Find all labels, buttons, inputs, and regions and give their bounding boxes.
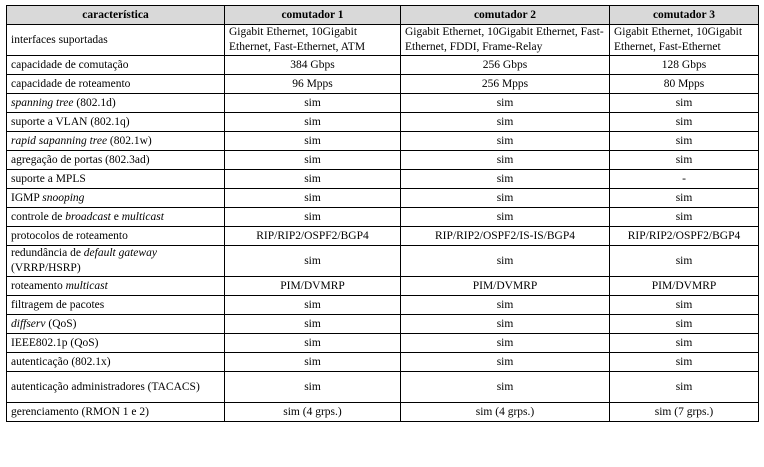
feature-text: default gateway — [83, 247, 157, 259]
feature-text: redundância de — [11, 247, 84, 259]
feature-cell — [7, 334, 225, 353]
table-row — [7, 372, 759, 403]
feature-cell — [7, 56, 225, 75]
switch-2-value: sim — [401, 189, 610, 208]
switch-3-value: sim — [610, 246, 759, 277]
table-row — [7, 132, 759, 151]
feature-text: filtragem de pacotes — [11, 298, 105, 311]
switch-2-value: PIM/DVMRP — [401, 277, 610, 296]
comparison-table-container — [6, 5, 759, 422]
feature-text: IEEE802.1p (QoS) — [11, 336, 99, 349]
switch-3-value: sim — [610, 315, 759, 334]
switch-1-value: Gigabit Ethernet, 10Gigabit Ethernet, Fast-Ethernet, ATM — [225, 25, 401, 56]
switch-2-value: sim — [401, 208, 610, 227]
switch-1-value: RIP/RIP2/OSPF2/BGP4 — [225, 227, 401, 246]
switch-1-value: 384 Gbps — [225, 56, 401, 75]
feature-cell — [7, 246, 225, 277]
switch-2-value: sim — [401, 315, 610, 334]
feature-text: spanning tree — [11, 96, 74, 109]
switch-3-value: Gigabit Ethernet, 10Gigabit Ethernet, Fast-Ethernet — [610, 25, 759, 56]
feature-text: (QoS) — [45, 317, 77, 330]
table-row — [7, 403, 759, 422]
feature-text: (802.1d) — [73, 96, 116, 109]
feature-text: multicast — [65, 279, 108, 292]
feature-text: controle de — [11, 210, 66, 223]
feature-text: rapid sapanning tree — [11, 134, 108, 147]
switch-3-value: sim — [610, 151, 759, 170]
feature-cell — [7, 189, 225, 208]
switch-1-value: sim — [225, 94, 401, 113]
table-row — [7, 334, 759, 353]
feature-cell — [7, 132, 225, 151]
switch-3-value: sim — [610, 132, 759, 151]
switch-2-value: sim — [401, 246, 610, 277]
switch-2-value: sim — [401, 353, 610, 372]
feature-cell — [7, 94, 225, 113]
table-row — [7, 296, 759, 315]
table-row — [7, 315, 759, 334]
switch-3-value: 80 Mpps — [610, 75, 759, 94]
table-body — [7, 25, 759, 422]
switch-2-value: RIP/RIP2/OSPF2/IS-IS/BGP4 — [401, 227, 610, 246]
switch-2-value: sim — [401, 132, 610, 151]
feature-text: protocolos de roteamento — [11, 229, 128, 242]
switch-2-value: sim — [401, 94, 610, 113]
table-row — [7, 25, 759, 56]
feature-text: IGMP — [11, 191, 43, 204]
table-row — [7, 170, 759, 189]
switch-1-value: PIM/DVMRP — [225, 277, 401, 296]
feature-text: diffserv — [11, 317, 46, 330]
feature-cell — [7, 403, 225, 422]
feature-text: interfaces suportadas — [11, 33, 108, 46]
feature-cell — [7, 208, 225, 227]
feature-text: suporte a VLAN (802.1q) — [11, 115, 130, 128]
feature-cell — [7, 296, 225, 315]
switch-1-value: sim (4 grps.) — [225, 403, 401, 422]
switch-2-value: sim — [401, 170, 610, 189]
switch-3-value: - — [610, 170, 759, 189]
switch-1-value: sim — [225, 296, 401, 315]
table-row — [7, 277, 759, 296]
feature-cell — [7, 372, 225, 403]
feature-text: roteamento — [11, 279, 66, 292]
switch-1-value: sim — [225, 113, 401, 132]
switch-1-value: sim — [225, 208, 401, 227]
table-row — [7, 208, 759, 227]
table-row — [7, 151, 759, 170]
feature-cell — [7, 170, 225, 189]
switch-3-value: sim — [610, 296, 759, 315]
feature-cell — [7, 227, 225, 246]
feature-text: snooping — [42, 191, 85, 204]
feature-text: (VRRP/HSRP) — [11, 262, 81, 274]
switch-1-value: sim — [225, 170, 401, 189]
switch-1-value: sim — [225, 246, 401, 277]
table-row — [7, 75, 759, 94]
header-switch-1: comutador 1 — [225, 6, 401, 25]
switch-2-value: sim — [401, 151, 610, 170]
feature-text: capacidade de comutação — [11, 58, 129, 71]
feature-cell — [7, 113, 225, 132]
table-row — [7, 353, 759, 372]
switch-3-value: sim — [610, 372, 759, 403]
feature-cell — [7, 277, 225, 296]
switch-3-value: RIP/RIP2/OSPF2/BGP4 — [610, 227, 759, 246]
table-row — [7, 94, 759, 113]
switch-2-value: sim — [401, 113, 610, 132]
switch-3-value: sim — [610, 94, 759, 113]
header-switch-3: comutador 3 — [610, 6, 759, 25]
switch-2-value: 256 Mpps — [401, 75, 610, 94]
switch-2-value: 256 Gbps — [401, 56, 610, 75]
feature-text: autenticação (802.1x) — [11, 355, 111, 368]
switch-1-value: sim — [225, 315, 401, 334]
switch-2-value: sim (4 grps.) — [401, 403, 610, 422]
switch-3-value: sim — [610, 189, 759, 208]
switch-1-value: sim — [225, 151, 401, 170]
feature-text: gerenciamento (RMON 1 e 2) — [11, 405, 149, 418]
switch-3-value: sim — [610, 353, 759, 372]
switch-1-value: sim — [225, 372, 401, 403]
switch-2-value: sim — [401, 372, 610, 403]
feature-text: capacidade de roteamento — [11, 77, 131, 90]
feature-cell — [7, 315, 225, 334]
feature-text: autenticação administradores (TACACS) — [11, 380, 200, 393]
feature-cell — [7, 75, 225, 94]
table-row — [7, 189, 759, 208]
switch-comparison-table — [6, 5, 759, 422]
feature-text: multicast — [121, 210, 164, 223]
switch-3-value: 128 Gbps — [610, 56, 759, 75]
switch-1-value: 96 Mpps — [225, 75, 401, 94]
switch-3-value: sim — [610, 113, 759, 132]
table-row — [7, 227, 759, 246]
switch-1-value: sim — [225, 334, 401, 353]
switch-1-value: sim — [225, 189, 401, 208]
switch-2-value: sim — [401, 334, 610, 353]
switch-1-value: sim — [225, 353, 401, 372]
feature-text: broadcast — [65, 210, 111, 223]
table-row — [7, 56, 759, 75]
header-switch-2: comutador 2 — [401, 6, 610, 25]
switch-2-value: sim — [401, 296, 610, 315]
table-row — [7, 113, 759, 132]
table-header-row — [7, 6, 759, 25]
switch-2-value: Gigabit Ethernet, 10Gigabit Ethernet, Fast-Ethernet, FDDI, Frame-Relay — [401, 25, 610, 56]
switch-3-value: sim — [610, 334, 759, 353]
switch-3-value: sim — [610, 208, 759, 227]
feature-cell — [7, 151, 225, 170]
feature-text: e — [110, 210, 122, 223]
header-feature: característica — [7, 6, 225, 25]
switch-3-value: sim (7 grps.) — [610, 403, 759, 422]
feature-cell — [7, 25, 225, 56]
feature-text: (802.1w) — [107, 134, 152, 147]
table-row — [7, 246, 759, 277]
feature-text: suporte a MPLS — [11, 172, 86, 185]
feature-text: agregação de portas (802.3ad) — [11, 153, 150, 166]
feature-cell — [7, 353, 225, 372]
switch-3-value: PIM/DVMRP — [610, 277, 759, 296]
switch-1-value: sim — [225, 132, 401, 151]
